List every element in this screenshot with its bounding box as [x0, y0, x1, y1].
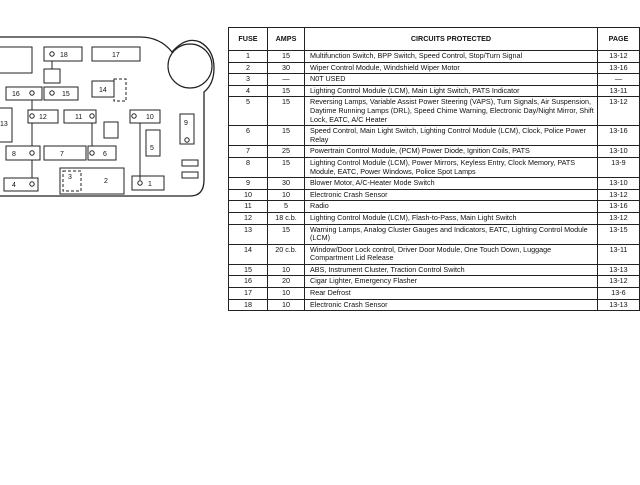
cell-page: 13-12: [598, 189, 640, 201]
table-row: [229, 276, 640, 288]
cell-fuse: 8: [229, 157, 268, 177]
fuse-box-outline: [0, 0, 225, 480]
cell-page: 13-12: [598, 276, 640, 288]
cell-circuits: Rear Defrost: [305, 288, 598, 300]
fuse-label-11: 11: [75, 114, 83, 121]
fuse-table: [228, 27, 640, 311]
cell-page: —: [598, 74, 640, 86]
cell-fuse: 9: [229, 178, 268, 190]
cell-fuse: 18: [229, 299, 268, 311]
table-row: [229, 97, 640, 126]
table-row: [229, 212, 640, 224]
cell-page: 13-6: [598, 288, 640, 300]
cell-amps: 15: [268, 157, 305, 177]
cell-amps: 10: [268, 264, 305, 276]
cell-page: 13-12: [598, 51, 640, 63]
cell-page: 13-11: [598, 85, 640, 97]
cell-circuits: N0T USED: [305, 74, 598, 86]
cell-fuse: 5: [229, 97, 268, 126]
cell-amps: 10: [268, 288, 305, 300]
cell-fuse: 13: [229, 224, 268, 244]
table-header-row: [229, 28, 640, 51]
fuse-label-9: 9: [184, 120, 188, 127]
cell-page: 13-12: [598, 212, 640, 224]
fuse-label-10: 10: [146, 114, 154, 121]
cell-page: 13-11: [598, 244, 640, 264]
table-row: [229, 178, 640, 190]
header-amps: AMPS: [268, 28, 305, 51]
table-row: [229, 224, 640, 244]
cell-circuits: Reversing Lamps, Variable Assist Power Steering (VAPS), Turn Signals, Air Suspension, Daytime Running Lamps (DRL), Speed Chime Warning, Electronic Day/Night Mirror, Shift Lock, EATC, A/C Heater: [305, 97, 598, 126]
cell-fuse: 6: [229, 126, 268, 146]
table-row: [229, 146, 640, 158]
cell-amps: 15: [268, 51, 305, 63]
header-fuse: FUSE: [229, 28, 268, 51]
table-row: [229, 201, 640, 213]
table-row: [229, 288, 640, 300]
cell-amps: 10: [268, 189, 305, 201]
cell-amps: 15: [268, 224, 305, 244]
cell-amps: 15: [268, 97, 305, 126]
fuse-box-diagram: [0, 0, 225, 480]
cell-circuits: Blower Motor, A/C-Heater Mode Switch: [305, 178, 598, 190]
cell-circuits: Wiper Control Module, Windshield Wiper Motor: [305, 62, 598, 74]
table-row: [229, 244, 640, 264]
fuse-label-14: 14: [99, 87, 107, 94]
cell-circuits: Lighting Control Module (LCM), Flash-to-Pass, Main Light Switch: [305, 212, 598, 224]
cell-circuits: Lighting Control Module (LCM), Power Mirrors, Keyless Entry, Clock Memory, PATS Module, EATC, Power Windows, Police Spot Lamps: [305, 157, 598, 177]
cell-page: 13-13: [598, 299, 640, 311]
cell-amps: 20 c.b.: [268, 244, 305, 264]
cell-amps: 30: [268, 178, 305, 190]
fuse-label-5: 5: [150, 145, 154, 152]
cell-fuse: 12: [229, 212, 268, 224]
cell-fuse: 15: [229, 264, 268, 276]
cell-page: 13-12: [598, 97, 640, 126]
table-row: [229, 51, 640, 63]
cell-amps: 15: [268, 85, 305, 97]
cell-circuits: Cigar Lighter, Emergency Flasher: [305, 276, 598, 288]
fuse-label-1: 1: [148, 181, 152, 188]
cell-page: 13-16: [598, 201, 640, 213]
header-circuits: CIRCUITS PROTECTED: [305, 28, 598, 51]
cell-circuits: Radio: [305, 201, 598, 213]
table-row: [229, 189, 640, 201]
fuse-label-2: 2: [104, 178, 108, 185]
table-row: [229, 299, 640, 311]
fuse-label-17: 17: [112, 52, 120, 59]
fuse-label-18: 18: [60, 52, 68, 59]
cell-amps: 10: [268, 299, 305, 311]
cell-amps: —: [268, 74, 305, 86]
cell-circuits: Powertrain Control Module, (PCM) Power Diode, Ignition Coils, PATS: [305, 146, 598, 158]
cell-fuse: 4: [229, 85, 268, 97]
cell-page: 13-10: [598, 146, 640, 158]
cell-circuits: Window/Door Lock control, Driver Door Module, One Touch Down, Luggage Compartment Lid Release: [305, 244, 598, 264]
cell-circuits: Electronic Crash Sensor: [305, 189, 598, 201]
cell-amps: 5: [268, 201, 305, 213]
fuse-label-6: 6: [103, 151, 107, 158]
table-row: [229, 85, 640, 97]
table-row: [229, 157, 640, 177]
fuse-label-8: 8: [12, 151, 16, 158]
fuse-label-12: 12: [39, 114, 47, 121]
cell-circuits: Speed Control, Main Light Switch, Lighting Control Module (LCM), Clock, Police Power Relay: [305, 126, 598, 146]
fuse-label-7: 7: [60, 151, 64, 158]
cell-circuits: Multifunction Switch, BPP Switch, Speed Control, Stop/Turn Signal: [305, 51, 598, 63]
cell-fuse: 11: [229, 201, 268, 213]
table-row: [229, 264, 640, 276]
table-body: [229, 51, 640, 311]
fuse-label-3: 3: [68, 174, 72, 181]
cell-page: 13-9: [598, 157, 640, 177]
cell-fuse: 3: [229, 74, 268, 86]
cell-fuse: 1: [229, 51, 268, 63]
cell-circuits: Electronic Crash Sensor: [305, 299, 598, 311]
cell-fuse: 10: [229, 189, 268, 201]
cell-amps: 18 c.b.: [268, 212, 305, 224]
cell-page: 13-16: [598, 62, 640, 74]
fuse-label-13: 13: [0, 121, 8, 128]
cell-amps: 15: [268, 126, 305, 146]
table-row: [229, 126, 640, 146]
cell-fuse: 14: [229, 244, 268, 264]
cell-circuits: Warning Lamps, Analog Cluster Gauges and Indicators, EATC, Lighting Control Module (LCM): [305, 224, 598, 244]
table-row: [229, 74, 640, 86]
cell-amps: 25: [268, 146, 305, 158]
cell-fuse: 16: [229, 276, 268, 288]
cell-page: 13-13: [598, 264, 640, 276]
cell-circuits: Lighting Control Module (LCM), Main Light Switch, PATS Indicator: [305, 85, 598, 97]
header-page: PAGE: [598, 28, 640, 51]
cell-amps: 30: [268, 62, 305, 74]
cell-amps: 20: [268, 276, 305, 288]
fuse-label-15: 15: [62, 91, 70, 98]
cell-fuse: 2: [229, 62, 268, 74]
cell-page: 13-15: [598, 224, 640, 244]
cell-page: 13-10: [598, 178, 640, 190]
cell-circuits: ABS, Instrument Cluster, Traction Control Switch: [305, 264, 598, 276]
cell-fuse: 17: [229, 288, 268, 300]
fuse-label-4: 4: [12, 182, 16, 189]
fuse-label-16: 16: [12, 91, 20, 98]
table-row: [229, 62, 640, 74]
cell-fuse: 7: [229, 146, 268, 158]
cell-page: 13-16: [598, 126, 640, 146]
